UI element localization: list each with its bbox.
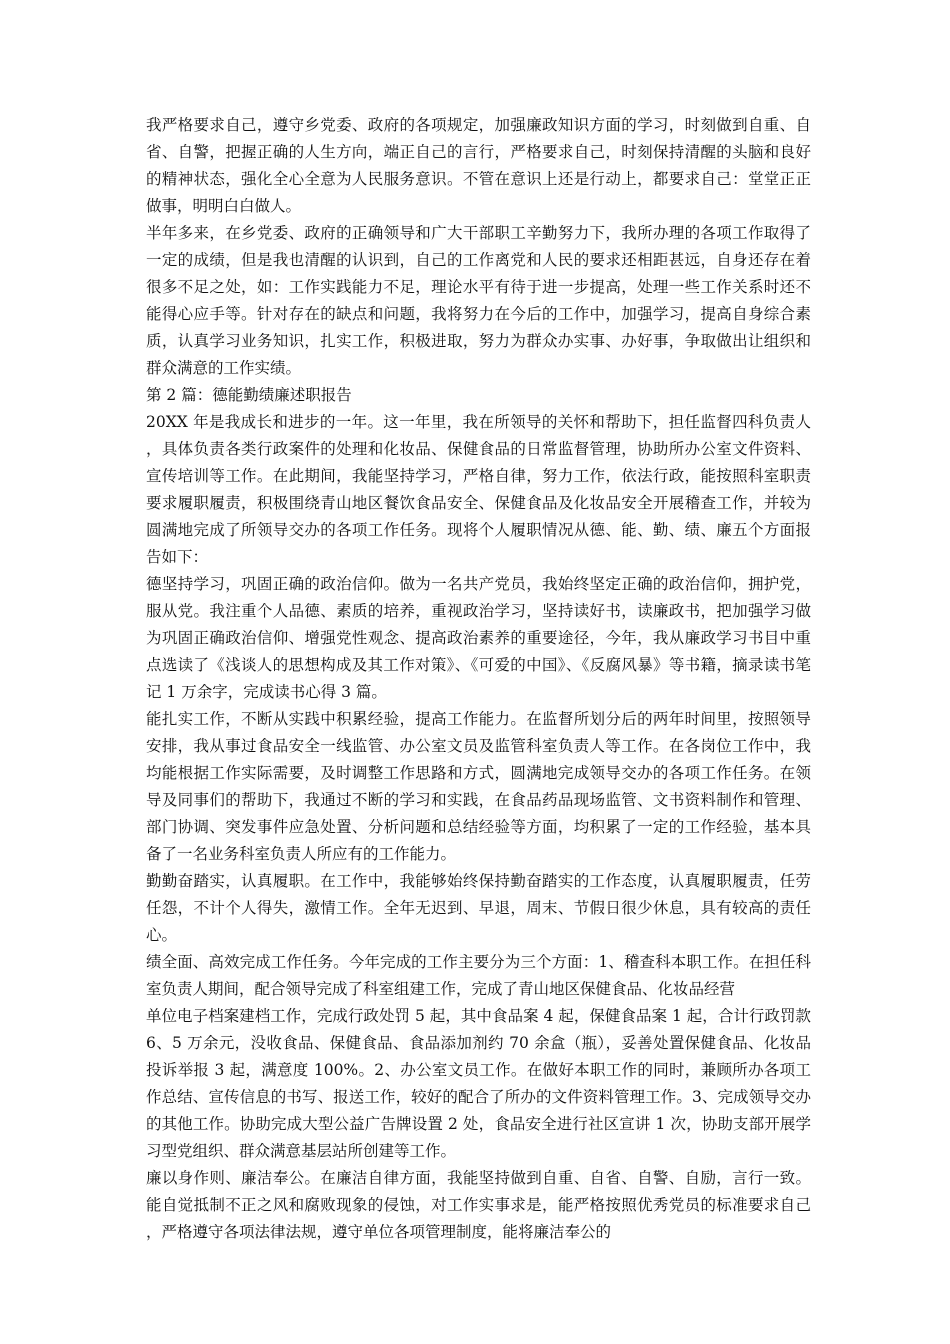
paragraph-neng: 能扎实工作，不断从实践中积累经验，提高工作能力。在监督所划分后的两年时间里，按照领导安排，我从事过食品安全一线监管、办公室文员及监管科室负责人等工作。在各岗位工作中，我均能根据工作实际需要，及时调整工作思路和方式，圆满地完成领导交办的各项工作任务。在领导及同事们的帮助下，我通过不断的学习和实践，在食品药品现场监管、文书资料制作和管理、部门协调、突发事件应急处置、分析问题和总结经验等方面，均积累了一定的工作经验，基本具备了一名业务科室负责人所应有的工作能力。: [146, 710, 811, 863]
document-body: [146, 112, 811, 1246]
paragraph-de: 德坚持学习，巩固正确的政治信仰。做为一名共产党员，我始终坚定正确的政治信仰，拥护党，服从党。我注重个人品德、素质的培养，重视政治学习，坚持读好书，读廉政书，把加强学习做为巩固正确政治信仰、增强党性观念、提高政治素养的重要途径，今年，我从廉政学习书目中重点选读了《浅谈人的思想构成及其工作对策》、《可爱的中国》、《反腐风暴》等书籍，摘录读书笔记 1 万余字，完成读书心得 3 篇。: [146, 575, 811, 701]
paragraph-self-discipline: 我严格要求自己，遵守乡党委、政府的各项规定，加强廉政知识方面的学习，时刻做到自重、自省、自警，把握正确的人生方向，端正自己的言行，严格要求自己，时刻保持清醒的头脑和良好的精神状态，强化全心全意为人民服务意识。不管在意识上还是行动上，都要求自己：堂堂正正做事，明明白白做人。: [146, 116, 811, 215]
paragraph-qin: 勤勤奋踏实，认真履职。在工作中，我能够始终保持勤奋踏实的工作态度，认真履职履责，任劳任怨，不计个人得失，激情工作。全年无迟到、早退，周末、节假日很少休息，具有较高的责任心。: [146, 872, 811, 944]
paragraph-ji-continued: 单位电子档案建档工作，完成行政处罚 5 起，其中食品案 4 起，保健食品案 1 起，合计行政罚款 6、5 万余元，没收食品、保健食品、食品添加剂约 70 余盒（瓶），妥善处置保健食品、化妆品投诉举报 3 起，满意度 100%。2、办公室文员工作。在做好本职工作的同时，兼顾所办各项工作总结、宣传信息的书写、报送工作，较好的配合了所办的文件资料管理工作。3、完成领导交办的其他工作。协助完成大型公益广告牌设置 2 处，食品安全进行社区宣讲 1 次，协助支部开展学习型党组织、群众满意基层站所创建等工作。: [146, 1007, 811, 1160]
section-heading: 第 2 篇：德能勤绩廉述职报告: [146, 386, 352, 404]
paragraph-report-intro: 20XX 年是我成长和进步的一年。这一年里，我在所领导的关怀和帮助下，担任监督四科负责人，具体负责各类行政案件的处理和化妆品、保健食品的日常监督管理，协助所办公室文件资料、宣传培训等工作。在此期间，我能坚持学习，严格自律，努力工作，依法行政，能按照科室职责要求履职履责，积极围绕青山地区餐饮食品安全、保健食品及化妆品安全开展稽查工作，并较为圆满地完成了所领导交办的各项工作任务。现将个人履职情况从德、能、勤、绩、廉五个方面报告如下：: [146, 413, 811, 566]
paragraph-half-year-summary: 半年多来，在乡党委、政府的正确领导和广大干部职工辛勤努力下，我所办理的各项工作取得了一定的成绩，但是我也清醒的认识到，自己的工作离党和人民的要求还相距甚远，自身还存在着很多不足之处，如：工作实践能力不足，理论水平有待于进一步提高，处理一些工作关系时还不能得心应手等。针对存在的缺点和问题，我将努力在今后的工作中，加强学习，提高自身综合素质，认真学习业务知识，扎实工作，积极进取，努力为群众办实事、办好事，争取做出让组织和群众满意的工作实绩。: [146, 224, 811, 377]
paragraph-lian: 廉以身作则、廉洁奉公。在廉洁自律方面，我能坚持做到自重、自省、自警、自励，言行一致。能自觉抵制不正之风和腐败现象的侵蚀，对工作实事求是，能严格按照优秀党员的标准要求自己，严格遵守各项法律法规，遵守单位各项管理制度，能将廉洁奉公的: [146, 1169, 811, 1241]
paragraph-ji: 绩全面、高效完成工作任务。今年完成的工作主要分为三个方面：1、稽查科本职工作。在担任科室负责人期间，配合领导完成了科室组建工作，完成了青山地区保健食品、化妆品经营: [146, 953, 811, 998]
